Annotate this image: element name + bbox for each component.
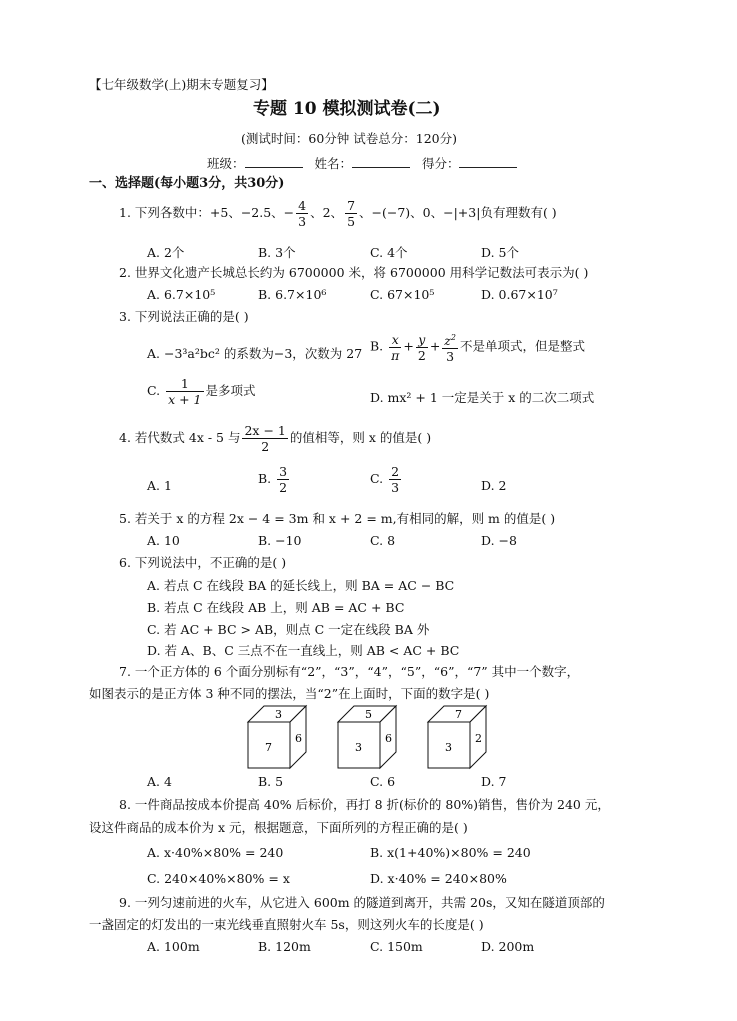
q3-frac-x: $\frac{x}{\pi}$ — [391, 331, 400, 363]
cube-2-side: 6 — [385, 732, 392, 745]
cube-2 — [338, 706, 396, 768]
q7-option-a: A. 4 — [147, 774, 172, 789]
q2-option-b: B. 6.7×10⁶ — [258, 287, 327, 302]
q5-stem: 5. 若关于 x 的方程 2x − 4 = 3m 和 x + 2 = m,有相同的解，则 m 的值是( ) — [119, 511, 556, 526]
q2-option-c: C. 67×10⁵ — [370, 287, 435, 302]
q5-option-c: C. 8 — [370, 533, 396, 548]
q2-option-a: A. 6.7×10⁵ — [147, 287, 216, 302]
cube-1-side: 6 — [295, 732, 302, 745]
cube-1 — [248, 706, 306, 768]
q1-stem — [119, 198, 557, 229]
cube-3 — [428, 706, 486, 768]
q3-option-b: B. $\frac{x}{\pi}$ + $\frac{y}{2}$ + $\frac{z^2}{3}$ 不是单项式，但是整式 — [370, 331, 585, 365]
q4-option-a: A. 1 — [147, 478, 172, 493]
q3-option-a: A. −3³a²bc² 的系数为−3，次数为 27 — [147, 346, 363, 361]
q4-fraction: $\frac{2x - 1}{2}$ — [244, 423, 286, 454]
class-label: 班级： — [207, 156, 245, 171]
q4-option-c: C. $\frac{2}{3}$ — [370, 464, 400, 495]
q1-option-d: D. 5个 — [481, 245, 519, 260]
cube-3-side: 2 — [475, 732, 482, 745]
q7-option-d: D. 7 — [481, 774, 507, 789]
q8-stem-2: 设这件商品的成本价为 x 元，根据题意，下面所列的方程正确的是( ) — [89, 820, 468, 835]
cube-3-front: 3 — [445, 741, 452, 754]
q6-option-d: D. 若 A、B、C 三点不在一直线上，则 AB < AC + BC — [147, 643, 460, 658]
cube-3-top: 7 — [455, 708, 462, 721]
q1-option-b: B. 3个 — [258, 245, 296, 260]
q6-option-c: C. 若 AC + BC > AB，则点 C 一定在线段 BA 外 — [147, 622, 430, 637]
test-info: (测试时间：60分钟 试卷总分：120分) — [241, 131, 457, 146]
q3-frac-y: $\frac{y}{2}$ — [417, 331, 426, 363]
q9-option-b: B. 120m — [258, 939, 311, 954]
q2-option-d: D. 0.67×10⁷ — [481, 287, 558, 302]
q9-option-d: D. 200m — [481, 939, 535, 954]
q3-frac-c: $\frac{1}{x + 1}$ — [168, 376, 202, 407]
q8-option-b: B. x(1+40%)×80% = 240 — [370, 845, 531, 860]
q7-option-b: B. 5 — [258, 774, 284, 789]
section-heading: 一、选择题(每小题3分，共30分) — [89, 176, 285, 191]
q1-option-c: C. 4个 — [370, 245, 408, 260]
q5-option-b: B. −10 — [258, 533, 302, 548]
q7-option-c: C. 6 — [370, 774, 396, 789]
q5-option-a: A. 10 — [147, 533, 180, 548]
q9-stem-1: 9. 一列匀速前进的火车，从它进入 600m 的隧道到离开，共需 20s，又知在隧道顶部的 — [119, 895, 605, 910]
name-label: 姓名： — [314, 156, 352, 171]
q7-stem-2: 如图表示的是正方体 3 种不同的摆法，当“2”在上面时，下面的数字是( ) — [89, 686, 490, 701]
q9-option-a: A. 100m — [147, 939, 200, 954]
q6-stem: 6. 下列说法中，不正确的是( ) — [119, 555, 287, 570]
series-header: 【七年级数学(上)期末专题复习】 — [89, 77, 274, 92]
q4-option-d: D. 2 — [481, 478, 507, 493]
q9-option-c: C. 150m — [370, 939, 423, 954]
q4-stem: 4. 若代数式 4x - 5 与 $\frac{2x - 1}{2}$ 的值相等，则 x 的值是( ) — [119, 423, 432, 454]
q3-stem: 3. 下列说法正确的是( ) — [119, 309, 249, 324]
q6-option-b: B. 若点 C 在线段 AB 上，则 AB = AC + BC — [147, 600, 405, 615]
q3-frac-z: $\frac{z^2}{3}$ — [442, 330, 458, 364]
q3-option-c: C. $\frac{1}{x + 1}$ 是多项式 — [147, 376, 256, 407]
cube-2-top: 5 — [365, 708, 372, 721]
cube-1-top: 3 — [275, 708, 282, 721]
q1-stem-a: 1. 下列各数中：+5、−2.5、− — [119, 205, 295, 220]
q8-option-d: D. x·40% = 240×80% — [370, 871, 507, 886]
cube-1-front: 7 — [265, 741, 272, 754]
q7-stem-1: 7. 一个正方体的 6 个面分别标有“2”，“3”，“4”，“5”，“6”，“7” 其中一个数字， — [119, 664, 580, 679]
student-fields — [207, 155, 521, 172]
q8-option-c: C. 240×40%×80% = x — [147, 871, 290, 886]
class-blank[interactable] — [245, 155, 303, 168]
q4-option-b: B. $\frac{3}{2}$ — [258, 464, 288, 495]
q1-option-a: A. 2个 — [147, 245, 185, 260]
page-title: 专题 10 模拟测试卷(二) — [253, 99, 441, 119]
score-blank[interactable] — [459, 155, 517, 168]
q1-fraction-2: $\frac{7}{5}$ — [347, 198, 356, 229]
q6-option-a: A. 若点 C 在线段 BA 的延长线上，则 BA = AC − BC — [147, 578, 455, 593]
q8-option-a: A. x·40%×80% = 240 — [147, 845, 284, 860]
q1-fraction-1: $\frac{4}{3}$ — [298, 198, 307, 229]
score-label: 得分： — [421, 156, 460, 171]
q3-option-d: D. mx² + 1 一定是关于 x 的二次二项式 — [370, 390, 595, 405]
name-blank[interactable] — [352, 155, 410, 168]
q9-stem-2: 一盏固定的灯发出的一束光线垂直照射火车 5s，则这列火车的长度是( ) — [89, 917, 484, 932]
cube-figures — [240, 704, 530, 770]
q1-stem-b: 、−(−7)、0、−|+3|负有理数有( ) — [359, 205, 557, 220]
q2-stem: 2. 世界文化遗产长城总长约为 6700000 米，将 6700000 用科学记数法可表示为( ) — [119, 265, 589, 280]
q5-option-d: D. −8 — [481, 533, 517, 548]
q1-stem-mid: 、2、 — [310, 205, 344, 220]
q8-stem-1: 8. 一件商品按成本价提高 40% 后标价，再打 8 折(标价的 80%)销售，售价为 240 元， — [119, 797, 610, 812]
cube-2-front: 3 — [355, 741, 362, 754]
